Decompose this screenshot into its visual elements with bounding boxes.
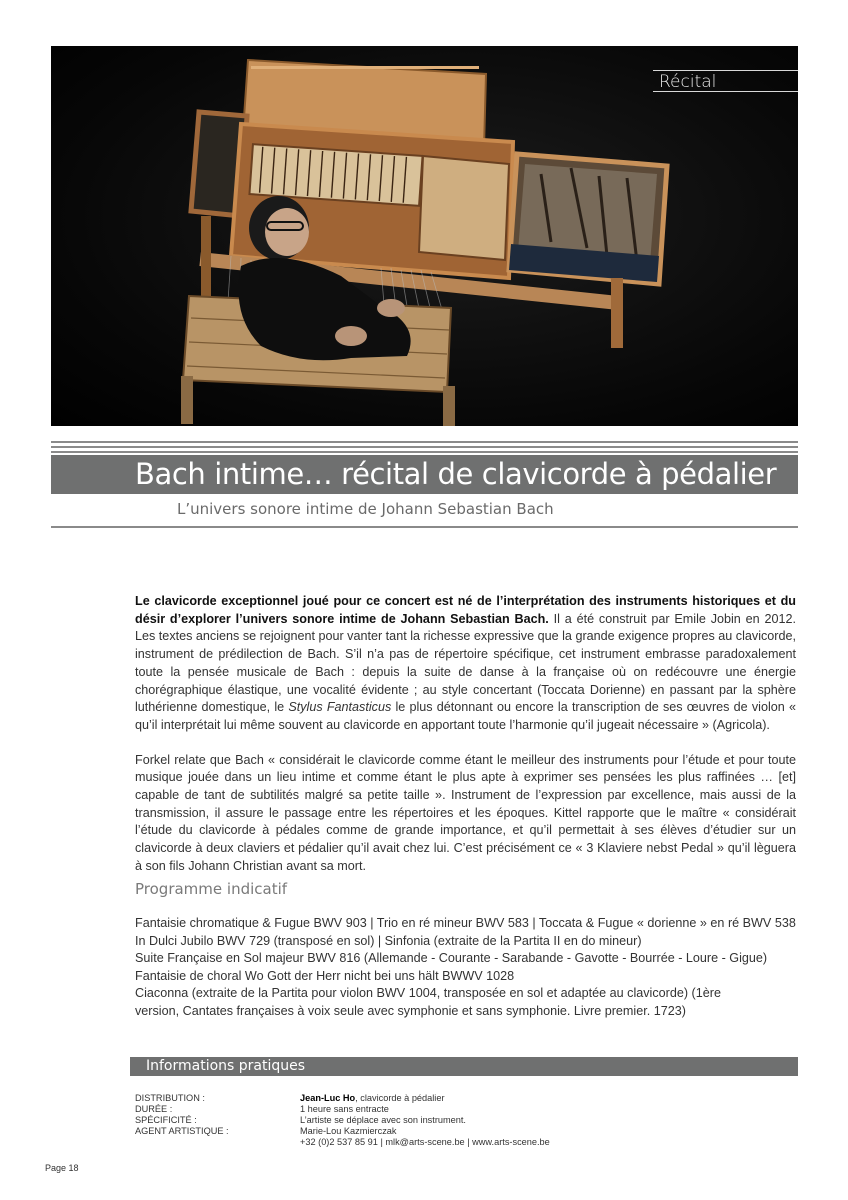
artist-name: Jean-Luc Ho <box>300 1093 356 1103</box>
paragraph-text: Il a été construit par Emile Jobin en 2012. Les textes anciens se rejoignent pour vanter tant la richesse expressive que la grande exigence propres au clavicorde, instrument de prédilection de Bach. S’il n’a pas de répertoire spécifique, cet instrument embrasse paradoxalement toute la pensée musicale de Bach : depuis la suite de danse à la française où on redécouvre une énergie chorégraphique élastique, une vocalité évidente ; au style concertant (Toccata Dorienne) en passant par la sphère luthérienne domestique, le <box>135 611 796 715</box>
page-subtitle: L’univers sonore intime de Johann Sebastian Bach <box>177 500 554 518</box>
programme-item: Fantaisie chromatique & Fugue BWV 903 | Trio en ré mineur BWV 583 | Toccata & Fugue « dorienne » en ré BWV 538 <box>135 916 796 930</box>
paragraph: Forkel relate que Bach « considérait le clavicorde comme étant le meilleur des instruments pour l’étude et pour toute musique jouée dans un lieu intime et comme étant le plus apte à exprimer ses pensées les plus raffinées … [et] capable de tant de subtilités malgré sa petite taille ». Instrument de l’expression par excellence, mais aussi de la transmission, il assure le passage entre les répertoires et les époques. Kittel rapporte que le maître « considérait l’étude du clavicorde à pédales comme de grande importance, et qu’il permettait à ses élèves d’étudier sur un clavicorde à deux claviers et pédalier qu’il avait chez lui. C’est précisément ce « 3 Klaviere nebst Pedal » qu’il lèguera à son fils Johann Christian avant sa mort. <box>135 752 796 873</box>
lead-text: Le clavicorde exceptionnel joué pour ce concert est né de l’interprétation des instruments historiques et du désir d’explorer l’univers sonore intime de Johann Sebastian Bach. <box>135 594 796 626</box>
programme-item: version, Cantates françaises à voix seule avec symphonie et sans symphonie. Livre premier. 1723) <box>135 1003 686 1018</box>
artist-role: , clavicorde à pédalier <box>355 1093 445 1103</box>
info-table <box>135 1093 550 1148</box>
divider <box>51 451 798 453</box>
agent-contact: +32 (0)2 537 85 91 | mlk@arts-scene.be | www.arts-scene.be <box>300 1137 550 1147</box>
info-row <box>135 1137 550 1148</box>
programme-heading: Programme indicatif <box>135 880 288 898</box>
body-text <box>135 593 796 893</box>
title-bar <box>51 455 798 494</box>
info-row <box>135 1115 550 1126</box>
info-label <box>135 1137 300 1148</box>
paragraph-text: le plus détonnant ou encore la transcription de ses œuvres de violon « qu’il interprétait lui même souvent au clavicorde en apportant toute l’harmonie qu’il jugeait nécessaire » (Agricola). <box>135 700 796 732</box>
paragraph <box>135 593 796 735</box>
category-label: Récital <box>653 70 798 92</box>
programme-item: Fantaisie de choral Wo Gott der Herr nicht bei uns hält BWWV 1028 <box>135 968 515 983</box>
italic-term: Stylus Fantasticus <box>288 700 392 715</box>
hero-photo <box>51 46 798 426</box>
page-number: Page 18 <box>45 1163 79 1173</box>
info-value: Marie-Lou Kazmierczak <box>300 1126 397 1136</box>
programme-item: Ciaconna (extraite de la Partita pour violon BWV 1004, transposée en sol et adaptée au clavicorde) (1ère <box>135 986 721 1001</box>
divider <box>51 446 798 448</box>
info-value: L’artiste se déplace avec son instrument. <box>300 1115 466 1125</box>
info-label: SPÉCIFICITÉ : <box>135 1115 197 1125</box>
info-label: DISTRIBUTION : <box>135 1093 205 1103</box>
info-value <box>300 1093 445 1104</box>
info-bar <box>130 1057 798 1076</box>
page-title: Bach intime… récital de clavicorde à pédalier <box>135 457 777 491</box>
info-heading: Informations pratiques <box>146 1058 306 1074</box>
programme-item: In Dulci Jubilo BWV 729 (transposé en sol) | Sinfonia (extraite de la Partita II en do mineur) <box>135 933 642 948</box>
divider <box>51 441 798 443</box>
programme-item: Suite Française en Sol majeur BWV 816 (Allemande - Courante - Sarabande - Gavotte - Bourrée - Loure - Gigue) <box>135 951 768 966</box>
info-label: AGENT ARTISTIQUE : <box>135 1126 229 1136</box>
info-row <box>135 1104 550 1115</box>
divider <box>51 526 798 528</box>
programme-list <box>135 915 815 1021</box>
info-value: 1 heure sans entracte <box>300 1104 389 1114</box>
info-label: DURÉE : <box>135 1104 173 1114</box>
clavichord-illustration <box>51 46 798 426</box>
info-row <box>135 1093 550 1104</box>
info-row <box>135 1126 550 1137</box>
